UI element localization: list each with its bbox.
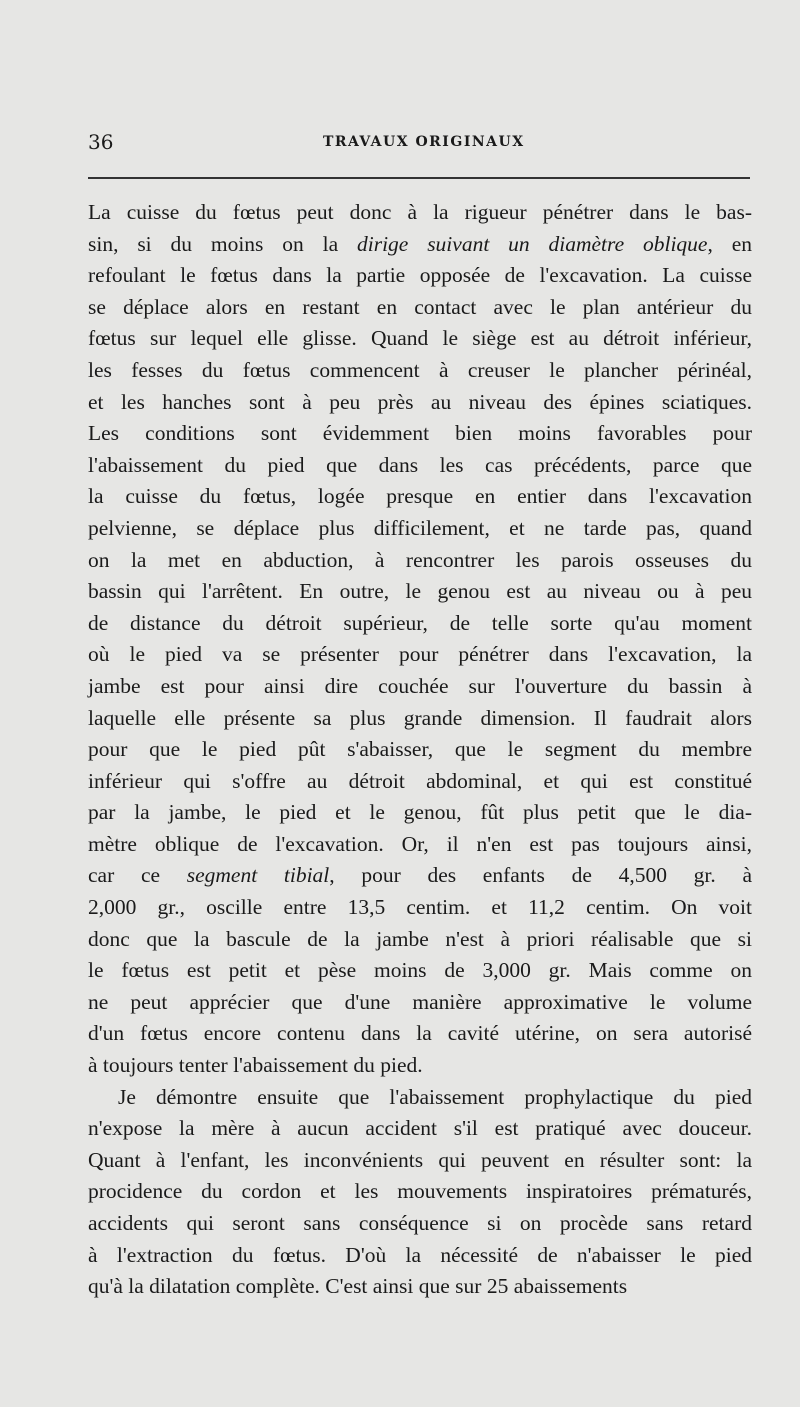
text-line: la cuisse du fœtus, logée presque en entier dans l'excavation <box>88 484 752 509</box>
text-line: donc que la bascule de la jambe n'est à priori réalisable que si <box>88 926 752 951</box>
header-rule <box>88 177 750 179</box>
text-line: pour que le pied pût s'abaisser, que le segment du membre <box>88 737 752 762</box>
body-text <box>88 197 752 1303</box>
text-line: Quant à l'enfant, les inconvénients qui peuvent en résulter sont: la <box>88 1147 752 1172</box>
text-line: bassin qui l'arrêtent. En outre, le genou est au niveau ou à peu <box>88 579 752 604</box>
text-line: ne peut apprécier que d'une manière approximative le volume <box>88 989 752 1014</box>
text-line: à l'extraction du fœtus. D'où la nécessité de n'abaisser le pied <box>88 1242 752 1267</box>
text-line: d'un fœtus encore contenu dans la cavité utérine, on sera autorisé <box>88 1021 752 1046</box>
text-line: mètre oblique de l'excavation. Or, il n'en est pas toujours ainsi, <box>88 831 752 856</box>
text-line: par la jambe, le pied et le genou, fût plus petit que le dia- <box>88 800 752 825</box>
italic-phrase: dirige suivant un diamètre oblique <box>356 231 708 256</box>
text-line: jambe est pour ainsi dire couchée sur l'ouverture du bassin à <box>88 673 752 698</box>
text-line: les fesses du fœtus commencent à creuser le plancher périnéal, <box>88 357 752 382</box>
text-line: laquelle elle présente sa plus grande dimension. Il faudrait alors <box>88 705 752 730</box>
text-line: l'abaissement du pied que dans les cas précédents, parce que <box>88 452 752 477</box>
text-line: le fœtus est petit et pèse moins de 3,000 gr. Mais comme on <box>88 958 752 983</box>
text-line: pelvienne, se déplace plus difficilement, et ne tarde pas, quand <box>88 515 752 540</box>
text-line: Les conditions sont évidemment bien moins favorables pour <box>88 421 752 446</box>
text-line: et les hanches sont à peu près au niveau des épines sciatiques. <box>88 389 752 414</box>
text-line: n'expose la mère à aucun accident s'il est pratiqué avec douceur. <box>88 1116 752 1141</box>
page-header <box>88 130 750 164</box>
text-line: se déplace alors en restant en contact avec le plan antérieur du <box>88 294 752 319</box>
text-line: 2,000 gr., oscille entre 13,5 centim. et 11,2 centim. On voit <box>88 895 752 920</box>
text-line: procidence du cordon et les mouvements inspiratoires prématurés, <box>88 1179 752 1204</box>
text-line: inférieur qui s'offre au détroit abdominal, et qui est constitué <box>88 768 752 793</box>
text-line: Je démontre ensuite que l'abaissement prophylactique du pied <box>118 1084 752 1109</box>
italic-phrase: segment tibial <box>186 863 330 888</box>
text-line: qu'à la dilatation complète. C'est ainsi que sur 25 abaissements <box>88 1274 628 1299</box>
text-line: on la met en abduction, à rencontrer les parois osseuses du <box>88 547 752 572</box>
text-line: refoulant le fœtus dans la partie opposée de l'excavation. La cuisse <box>88 263 752 288</box>
running-head: TRAVAUX ORIGINAUX <box>323 134 525 150</box>
text-line: La cuisse du fœtus peut donc à la rigueur pénétrer dans le bas- <box>88 200 752 224</box>
text-line: car ce segment tibial, pour des enfants de 4,500 gr. à <box>88 863 752 888</box>
page-number: 36 <box>88 130 114 154</box>
text-line: sin, si du moins on la dirige suivant un diamètre oblique, en <box>88 231 752 256</box>
text-line: de distance du détroit supérieur, de telle sorte qu'au moment <box>88 610 752 635</box>
text-line: accidents qui seront sans conséquence si on procède sans retard <box>88 1211 752 1235</box>
text-line: où le pied va se présenter pour pénétrer dans l'excavation, la <box>88 642 752 667</box>
text-line: fœtus sur lequel elle glisse. Quand le siège est au détroit inférieur, <box>88 326 752 351</box>
text-line: à toujours tenter l'abaissement du pied. <box>88 1053 423 1078</box>
